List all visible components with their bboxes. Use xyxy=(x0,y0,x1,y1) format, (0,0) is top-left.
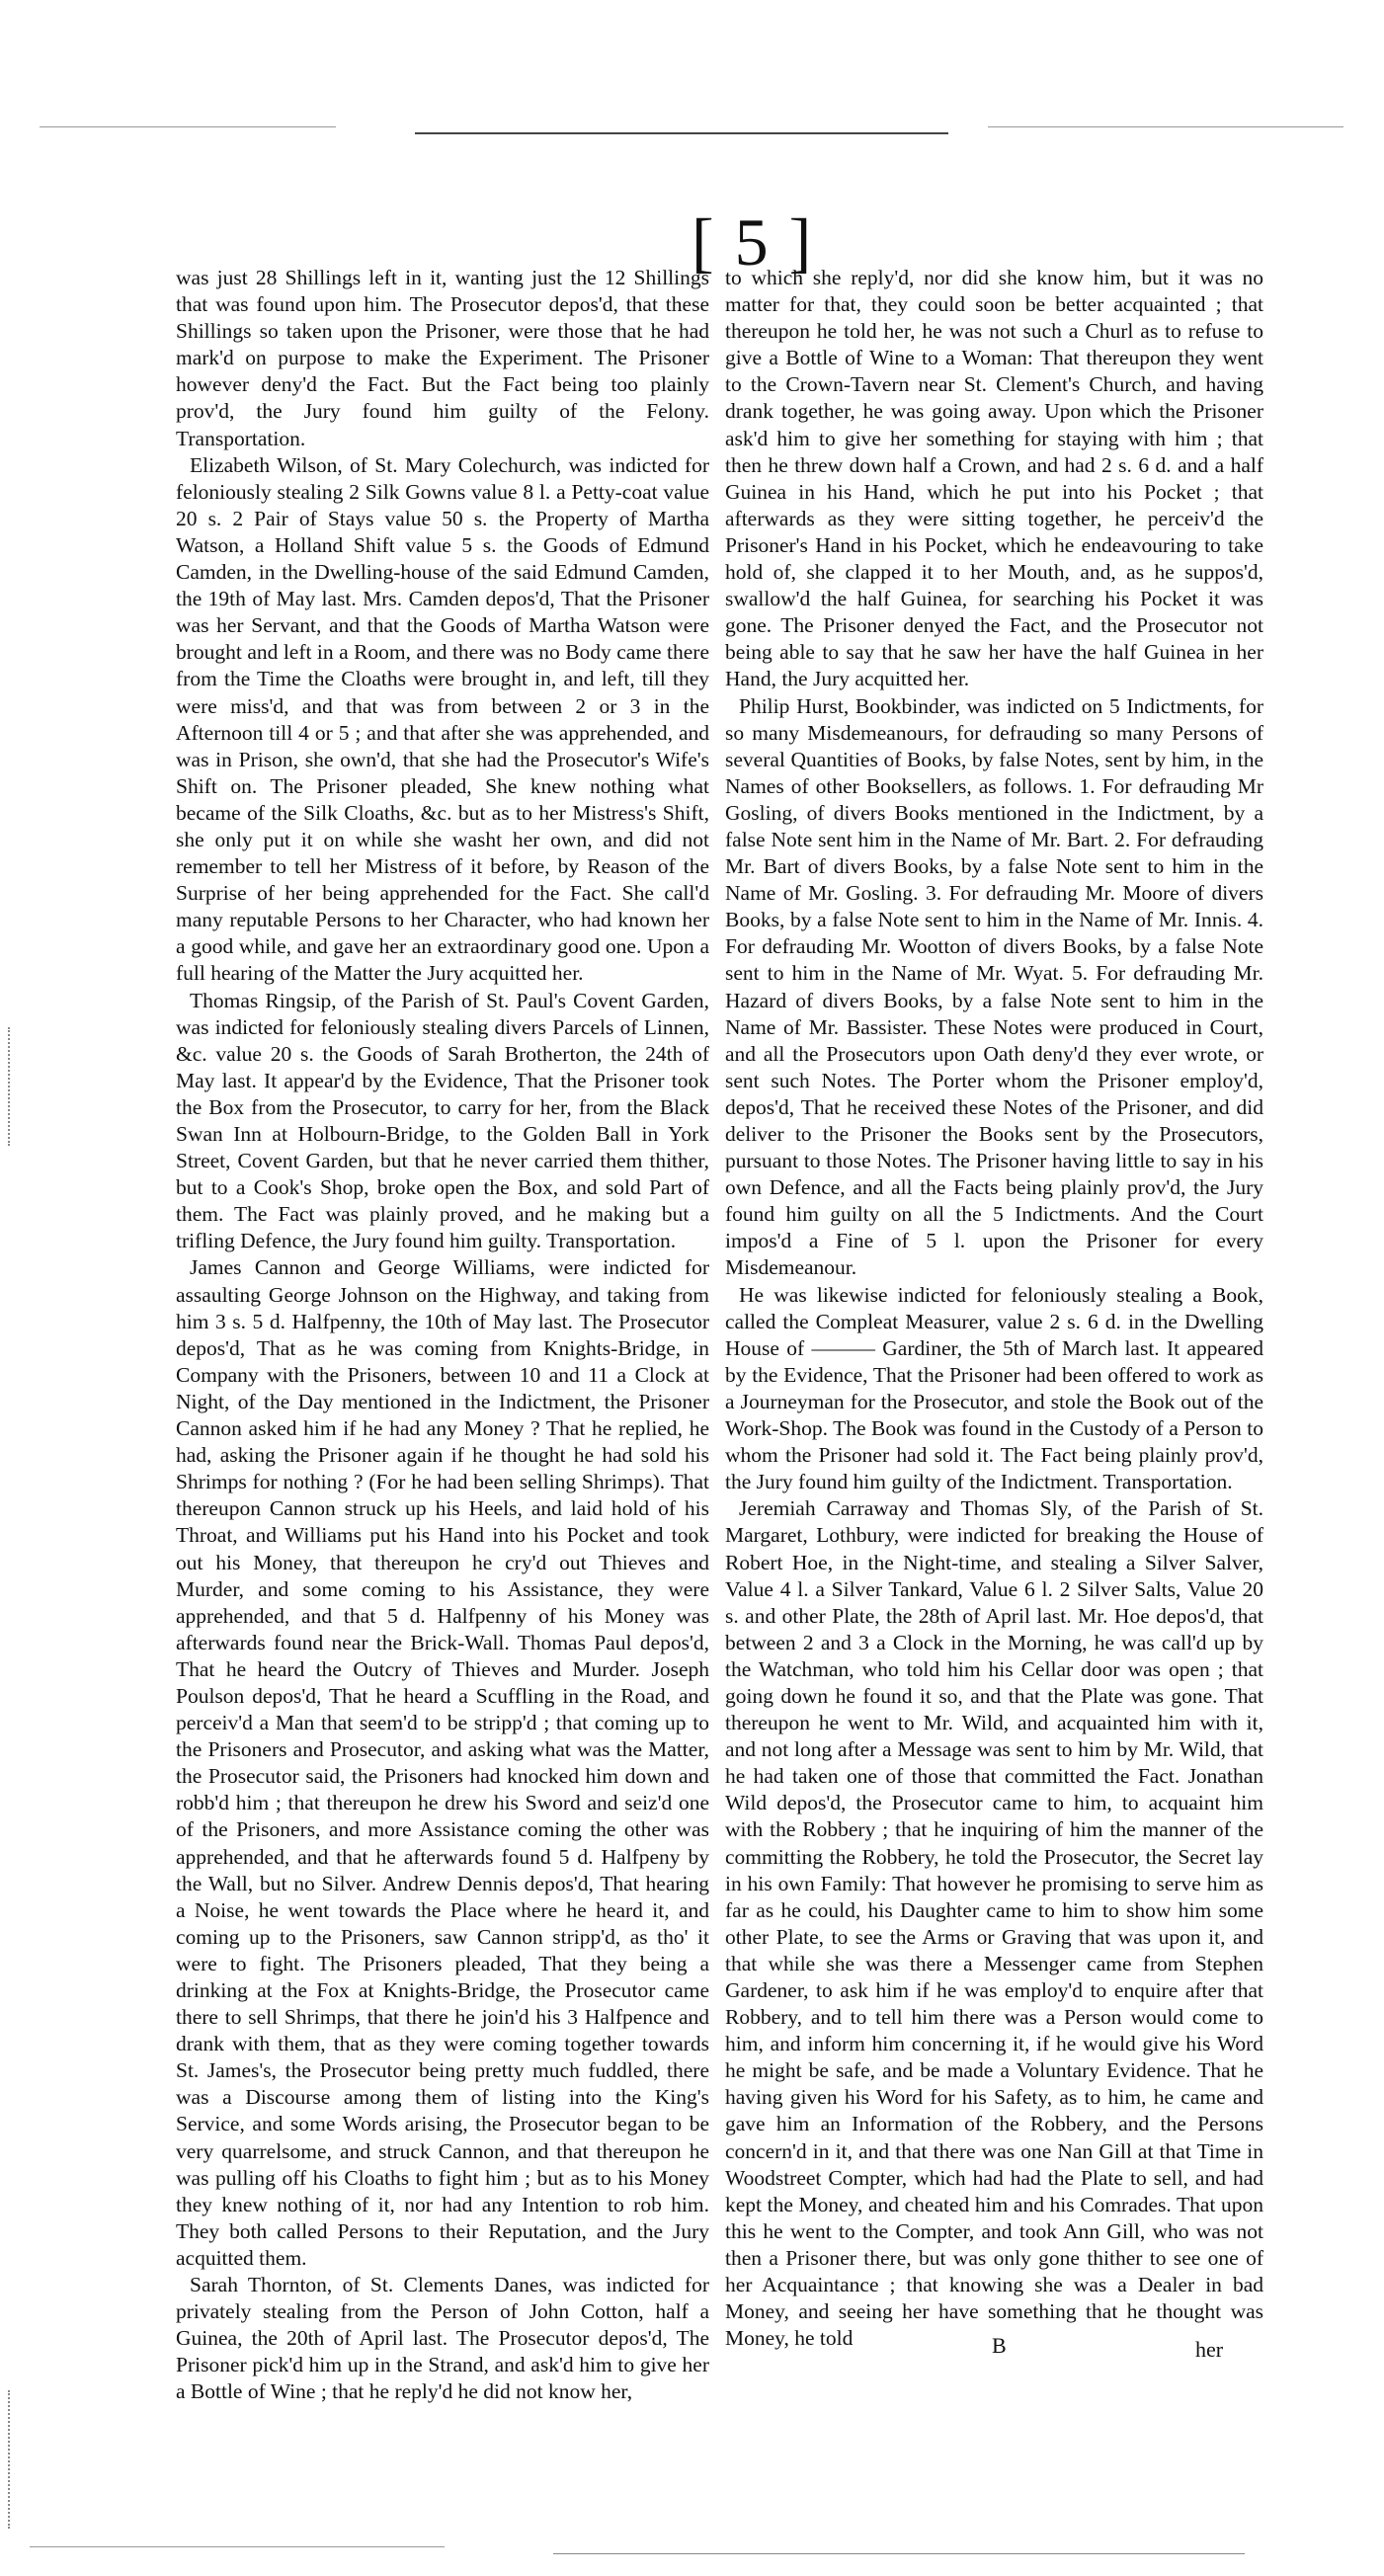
scan-margin-mark xyxy=(8,1027,34,1146)
signature-mark: B xyxy=(992,2333,1007,2358)
paragraph: Jeremiah Carraway and Thomas Sly, of the Parish of St. Margaret, Lothbury, were indicted for breaking the House of Robert Hoe, in the Night-time, and stealing a Silver Salver, Value 4 l. a Silver Tankard, Value 6 l. 2 Silver Salts, Value 20 s. and other Plate, the 28th of April last. Mr. Hoe depos'd, that between 2 and 3 a Clock in the Morning, he was call'd up by the Watchman, who told him his Cellar door was open ; that going down he found it so, and that the Plate was gone. That thereupon he went to Mr. Wild, and acquainted him with it, and not long after a Message was sent to him by Mr. Wild, that he had taken one of those that committed the Fact. Jonathan Wild depos'd, the Prosecutor came to him, to acquaint him with the Robbery ; that he inquiring of him the manner of the committing the Robbery, he told the Prosecutor, the Secret lay in his own Family: That however he promising to serve him as far as he could, his Daughter came to him to show him some other Plate, to see the Arms or Graving that was upon it, and that while she was there a Messenger came from Stephen Gardener, to ask him if he was employ'd to enquire after that Robbery, and to tell him there was a Person would come to him, and inform him concerning it, if he would give his Word he might be safe, and be made a Voluntary Evidence. That he having given his Word for his Safety, as to him, he came and gave him an Information of the Robbery, and the Persons concern'd in it, and that there was one Nan Gill at that Time in Woodstreet Compter, which had had the Plate to sell, and had kept the Money, and cheated him and his Comrades. That upon this he went to the Compter, and took Ann Gill, who was not then a Prisoner there, but was only gone thither to see one of her Acquaintance ; that knowing she was a Dealer in bad Money, and seeing her have something that he thought was Money, he told xyxy=(725,1496,1263,2351)
paragraph: was just 28 Shillings left in it, wanting just the 12 Shillings that was found upon him. The Prosecutor depos'd, that these Shillings so taken upon the Prisoner, were those that he had mark'd on purpose to make the Experiment. The Prisoner however deny'd the Fact. But the Fact being too plainly prov'd, the Jury found him guilty of the Felony. Transportation. xyxy=(176,266,709,450)
paragraph: He was likewise indicted for feloniously stealing a Book, called the Compleat Measurer, value 2 s. 6 d. in the Dwelling House of ——— Gardiner, the 5th of March last. It appeared by the Evidence, That the Prisoner had been offered to work as a Journeyman for the Prosecutor, and stole the Book out of the Work-Shop. The Book was found in the Custody of a Person to whom the Prisoner had sold it. The Fact being plainly prov'd, the Jury found him guilty of the Indictment. Transportation. xyxy=(725,1282,1263,1494)
catchword: her xyxy=(1195,2337,1224,2362)
paragraph: Elizabeth Wilson, of St. Mary Colechurch, was indicted for feloniously stealing 2 Silk Gowns value 8 l. a Petty-coat value 20 s. 2 Pair of Stays value 50 s. the Property of Martha Watson, a Holland Shift value 5 s. the Goods of Edmund Camden, in the Dwelling-house of the said Edmund Camden, the 19th of May last. Mrs. Camden depos'd, That the Prisoner was her Servant, and that the Goods of Martha Watson were brought and left in a Room, and there was no Body came there from the Time the Cloaths were brought in, and left, till they were miss'd, and that was from between 2 or 3 in the Afternoon till 4 or 5 ; and that after she was apprehended, and was in Prison, she own'd, that she had the Prosecutor's Wife's Shift on. The Prisoner pleaded, She knew nothing what became of the Silk Cloaths, &c. but as to her Mistress's Shift, she only put it on while she washt her own, and did not remember to tell her Mistress of it before, by Reason of the Surprise of her being apprehended for the Fact. She call'd many reputable Persons to her Character, who had known her a good while, and gave her an extraordinary good one. Upon a full hearing of the Matter the Jury acquitted her. xyxy=(176,452,709,986)
right-column xyxy=(725,265,1263,2352)
paragraph: Thomas Ringsip, of the Parish of St. Paul's Covent Garden, was indicted for feloniously stealing divers Parcels of Linnen, &c. value 20 s. the Goods of Sarah Brotherton, the 24th of May last. It appear'd by the Evidence, That the Prisoner took the Box from the Prosecutor, to carry for her, from the Black Swan Inn at Holbourn-Bridge, to the Golden Ball in York Street, Covent Garden, but that he never carried them thither, but to a Cook's Shop, broke open the Box, and sold Part of them. The Fact was plainly proved, and he making but a trifling Defence, the Jury found him guilty. Transportation. xyxy=(176,988,709,1253)
paragraph: James Cannon and George Williams, were indicted for assaulting George Johnson on the Highway, and taking from him 3 s. 5 d. Halfpenny, the 10th of May last. The Prosecutor depos'd, That as he was coming from Knights-Bridge, in Company with the Prisoners, between 10 and 11 a Clock at Night, of the Day mentioned in the Indictment, the Prisoner Cannon asked him if he had any Money ? That he replied, he had, asking the Prisoner again if he thought he had sold his Shrimps for nothing ? (For he had been selling Shrimps). That thereupon Cannon struck up his Heels, and laid hold of his Throat, and Williams put his Hand into his Pocket and took out his Money, that thereupon he cry'd out Thieves and Murder, and some coming to his Assistance, they were apprehended, and that 5 d. Halfpenny of his Money was afterwards found near the Brick-Wall. Thomas Paul depos'd, That he heard the Outcry of Thieves and Murder. Joseph Poulson depos'd, That he heard a Scuffling in the Road, and perceiv'd a Man that seem'd to be stripp'd ; that coming up to the Prisoners and Prosecutor, and asking what was the Matter, the Prosecutor said, the Prisoners had knocked him down and robb'd him ; that thereupon he drew his Sword and seiz'd one of the Prisoners, and more Assistance coming the other was apprehended, and that he afterwards found 5 d. Halfpeny by the Wall, but no Silver. Andrew Dennis depos'd, That hearing a Noise, he went towards the Place where he heard it, and coming up to the Prisoners, saw Cannon stripp'd, as tho' it were to fight. The Prisoners pleaded, That they being a drinking at the Fox at Knights-Bridge, the Prosecutor came there to sell Shrimps, that there he join'd his 3 Halfpence and drank with them, that as they were coming together towards St. James's, the Prosecutor being pretty much fuddled, there was a Discourse among them of listing into the King's Service, and some Words arising, the Prosecutor began to be very quarrelsome, and struck Cannon, and that thereupon he was pulling off his Cloaths to fight him ; but as to his Money they knew nothing of it, nor had any Intention to rob him. They both called Persons to their Reputation, and the Jury acquitted them. xyxy=(176,1255,709,2270)
paragraph: Philip Hurst, Bookbinder, was indicted on 5 Indictments, for so many Misdemeanours, for defrauding so many Persons of several Quantities of Books, by false Notes, sent by him, in the Names of other Booksellers, as follows. 1. For defrauding Mr Gosling, of divers Books mentioned in the Indictment, by a false Note sent him in the Name of Mr. Bart. 2. For defrauding Mr. Bart of divers Books, by a false Note sent to him in the Name of Mr. Gosling. 3. For defrauding Mr. Moore of divers Books, by a false Note sent to him in the Name of Mr. Innis. 4. For defrauding Mr. Wootton of divers Books, by a false Note sent to him in the Name of Mr. Wyat. 5. For defrauding Mr. Hazard of divers Books, by a false Note sent to him in the Name of Mr. Bassister. These Notes were produced in Court, and all the Prosecutors upon Oath deny'd they ever wrote, or sent such Notes. The Porter whom the Prisoner employ'd, depos'd, That he received these Notes of the Prisoner, and did deliver to the Prisoner the Books sent by the Prosecutors, pursuant to those Notes. The Prisoner having little to say in his own Defence, and all the Facts being plainly prov'd, the Jury found him guilty on all the 5 Indictments. And the Court impos'd a Fine of 5 l. upon the Prisoner for every Misdemeanour. xyxy=(725,693,1263,1280)
paragraph: to which she reply'd, nor did she know him, but it was no matter for that, they could soon be better acquainted ; that thereupon he told her, he was not such a Churl as to refuse to give a Bottle of Wine to a Woman: That thereupon they went to the Crown-Tavern near St. Clement's Church, and having drank together, he was going away. Upon which the Prisoner ask'd him to give her something for staying with him ; that then he threw down half a Crown, and had 2 s. 6 d. and a half Guinea in his Hand, which he put into his Pocket ; that afterwards as they were sitting together, he perceiv'd the Prisoner's Hand in his Pocket, which he endeavouring to take hold of, she clapped it to her Mouth, and, as he suppos'd, swallow'd the half Guinea, for searching his Pocket it was gone. The Prisoner denyed the Fact, and the Prosecutor not being able to say that he saw her have the half Guinea in her Hand, the Jury acquitted her. xyxy=(725,266,1263,691)
scan-margin-mark xyxy=(8,2390,34,2529)
page-number: [ 5 ] xyxy=(692,204,814,280)
left-column xyxy=(176,265,709,2406)
paragraph: Sarah Thornton, of St. Clements Danes, was indicted for privately stealing from the Person of John Cotton, half a Guinea, the 20th of April last. The Prosecutor depos'd, The Prisoner pick'd him up in the Strand, and ask'd him to give her a Bottle of Wine ; that he reply'd he did not know her, xyxy=(176,2273,709,2404)
